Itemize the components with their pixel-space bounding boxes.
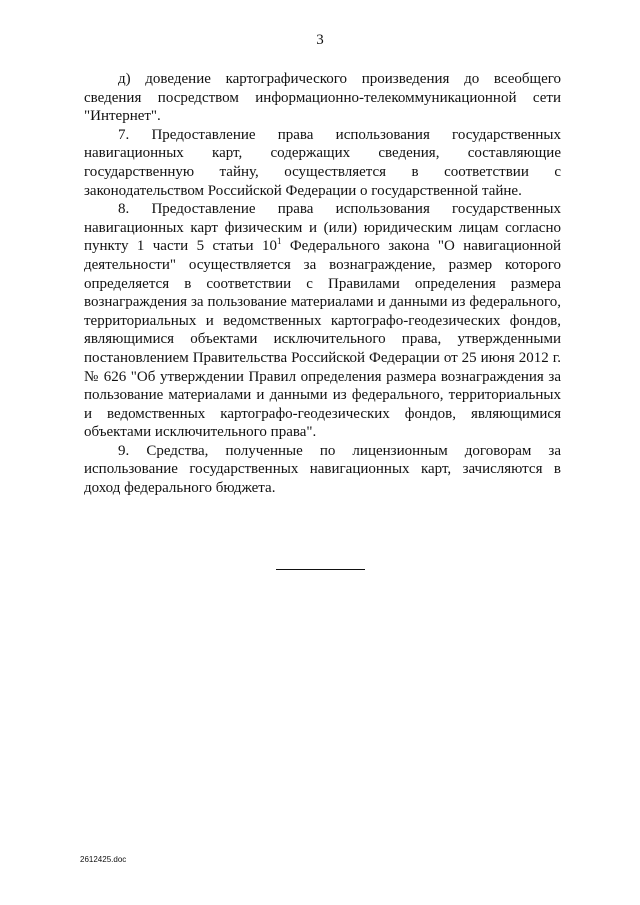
paragraph-7: 7. Предоставление права использования государственных навигационных карт, содержащих сведения, составляющие государственную тайну, осуществляется в соответствии с законодательством Российской Федерации о государственной тайне. — [84, 126, 561, 199]
paragraph-8-part-2: Федерального закона "О навигационной деятельности" осуществляется за вознаграждение, размер которого определяется в соответствии с Правилами определения размера вознаграждения за пользование материалами и данными из федерального, территориальных и ведомственных картографо-геодезических фондов, являющимися объектами исключительного права, утвержденными постановлением Правительства Российской Федерации от 25 июня 2012 г. № 626 "Об утверждении Правил определения размера вознаграждения за пользование материалами и данными из федерального, территориальных и ведомственных картографо-геодезических фондов, являющимися объектами исключительного права". — [84, 238, 561, 441]
page-number: 3 — [316, 32, 324, 48]
paragraph-8 — [84, 200, 561, 442]
document-body — [84, 70, 561, 498]
file-reference: 2612425.doc — [80, 855, 127, 864]
end-of-text-rule — [276, 569, 365, 570]
paragraph-8-part-1: 8. Предоставление права использования государственных навигационных карт физическим и (или) юридическим лицам согласно пункту 1 части 5 статьи 10 — [84, 201, 561, 255]
paragraph-9: 9. Средства, полученные по лицензионным договорам за использование государственных навигационных карт, зачисляются в доход федерального бюджета. — [84, 442, 561, 497]
article-superscript: 1 — [276, 236, 282, 247]
paragraph-subitem-d: д) доведение картографического произведения до всеобщего сведения посредством информационно-телекоммуникационной сети "Интернет". — [84, 71, 561, 125]
